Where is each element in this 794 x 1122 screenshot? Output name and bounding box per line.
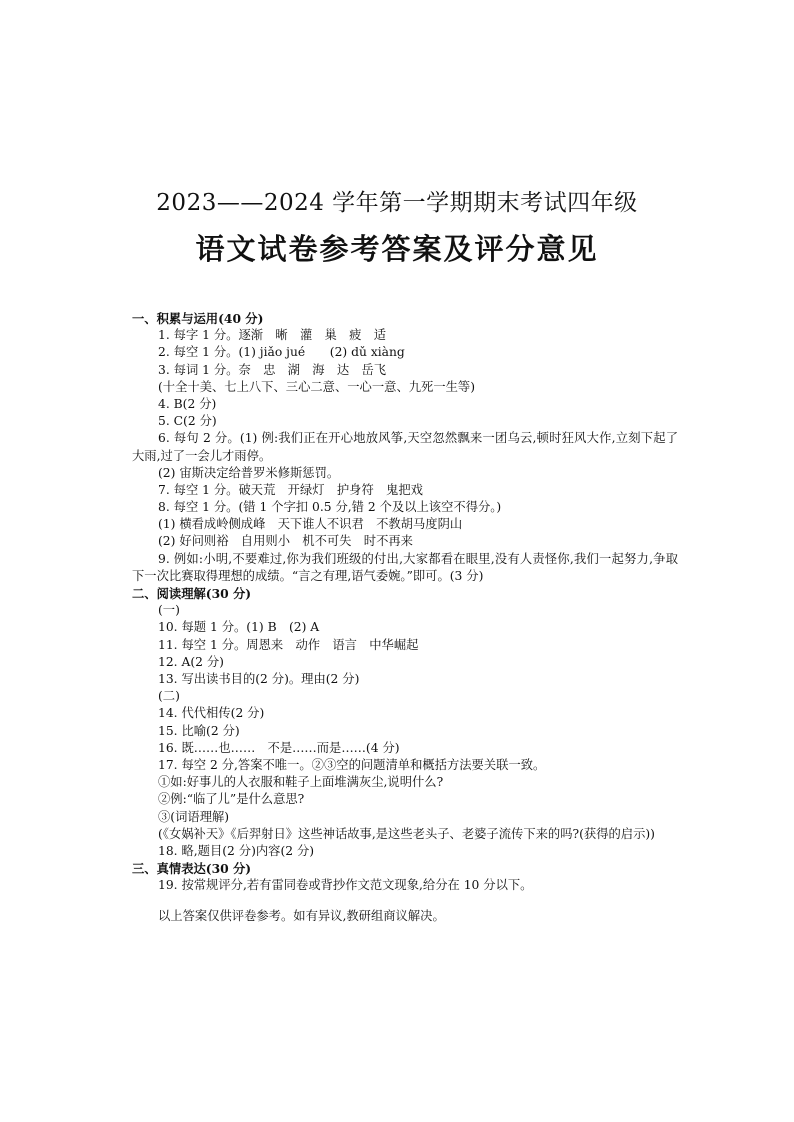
answer-line: 3. 每词 1 分。奈 忠 湖 海 达 岳飞 bbox=[158, 362, 387, 377]
answer-line: 4. B(2 分) bbox=[158, 396, 217, 411]
answer-line: 8. 每空 1 分。(错 1 个字扣 0.5 分,错 2 个及以上该空不得分。) bbox=[158, 500, 502, 515]
answer-line: (1) 横看成岭侧成峰 天下谁人不识君 不教胡马度阴山 bbox=[158, 517, 463, 532]
answer-line: 10. 每题 1 分。(1) B (2) A bbox=[158, 620, 320, 635]
answer-paragraph: 6. 每句 2 分。(1) 例:我们正在开心地放风筝,天空忽然飘来一团乌云,顿时狂风大作,立刻下起了大雨,过了一会儿才雨停。 bbox=[132, 431, 678, 463]
subsection-label: (一) bbox=[158, 603, 180, 618]
answer-line: 2. 每空 1 分。(1) jiǎo jué (2) dǔ xiàng bbox=[158, 345, 405, 360]
answer-line: ①如:好事儿的人衣服和鞋子上面堆满灰尘,说明什么? bbox=[158, 775, 444, 790]
closing-note: 以上答案仅供评卷参考。如有异议,教研组商议解决。 bbox=[158, 909, 445, 924]
answer-line: ③(词语理解) bbox=[158, 809, 230, 824]
answer-body bbox=[132, 310, 678, 926]
spacer bbox=[132, 894, 678, 908]
answer-line: 11. 每空 1 分。周恩来 动作 语言 中华崛起 bbox=[158, 637, 419, 652]
exam-title: 2023——2024 学年第一学期期末考试四年级 bbox=[156, 190, 638, 216]
section-heading: 三、真情表达(30 分) bbox=[132, 861, 252, 877]
answer-line: ②例:“临了儿”是什么意思? bbox=[158, 792, 305, 807]
subsection-label: (二) bbox=[158, 689, 180, 704]
answer-line: 16. 既……也…… 不是……而是……(4 分) bbox=[158, 740, 400, 755]
answer-paragraph: 9. 例如:小明,不要难过,你为我们班级的付出,大家都看在眼里,没有人责怪你,我们一起努力,争取下一次比赛取得理想的成绩。“言之有理,语气委婉。”即可。(3 分) bbox=[132, 551, 678, 583]
answer-paragraph: (《女娲补天》《后羿射日》这些神话故事,是这些老头子、老婆子流传下来的吗?(获得的启示)) bbox=[158, 826, 655, 841]
answer-line: 17. 每空 2 分,答案不唯一。②③空的问题清单和概括方法要关联一致。 bbox=[158, 757, 546, 772]
answer-line: 13. 写出读书目的(2 分)。理由(2 分) bbox=[158, 672, 360, 686]
answer-line: 5. C(2 分) bbox=[158, 414, 217, 429]
answer-line: 12. A(2 分) bbox=[158, 654, 224, 669]
answer-line: (十全十美、七上八下、三心二意、一心一意、九死一生等) bbox=[158, 379, 476, 394]
answer-line: 18. 略,题目(2 分)内容(2 分) bbox=[158, 843, 315, 858]
answer-line: 14. 代代相传(2 分) bbox=[158, 706, 265, 721]
answer-line: (2) 宙斯决定给普罗米修斯惩罚。 bbox=[158, 465, 340, 480]
answer-line: 19. 按常规评分,若有雷同卷或背抄作文范文现象,给分在 10 分以下。 bbox=[158, 878, 533, 893]
section-heading: 二、阅读理解(30 分) bbox=[132, 586, 252, 602]
answer-line: 1. 每字 1 分。逐渐 晰 灌 巢 疲 适 bbox=[158, 328, 387, 343]
answer-line: 7. 每空 1 分。破天荒 开绿灯 护身符 鬼把戏 bbox=[158, 482, 423, 497]
document-title: 语文试卷参考答案及评分意见 bbox=[195, 232, 599, 266]
answer-line: (2) 好问则裕 自用则小 机不可失 时不再来 bbox=[158, 534, 413, 549]
answer-line: 15. 比喻(2 分) bbox=[158, 723, 240, 738]
section-heading: 一、积累与运用(40 分) bbox=[132, 311, 264, 326]
